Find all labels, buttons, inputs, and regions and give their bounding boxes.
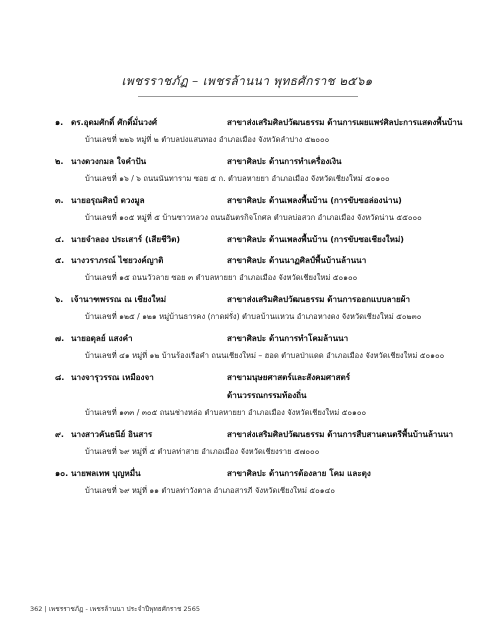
- honoree-name: นางวราภรณ์ ไชยวงค์ญาติ: [71, 255, 164, 265]
- page-number: 362: [30, 605, 43, 613]
- honoree-address: บ้านเลขที่ ๑๐๕ หมู่ที่ ๕ บ้านซาวหลวง ถนนอันตรกิจโกศล ตำบลบ่อสวก อำเภอเมือง จังหวัดน่าน ๕๕๐๐๐: [85, 213, 422, 222]
- honoree-name: นายจำลอง ประเสาร์ (เสียชีวิต): [71, 234, 181, 244]
- honoree-name: นายอดุลย์ แสงคำ: [71, 333, 133, 343]
- entry-number: ๑๐.: [55, 468, 69, 478]
- honoree-address: บ้านเลขที่ ๑๒๕ / ๑๒๑ หมู่บ้านธารคง (กาดฝรั่ง) ตำบลบ้านแหวน อำเภอหางดง จังหวัดเชียงใหม่ ๕๐๒๓๐: [85, 312, 422, 321]
- award-category-continued: ด้านวรรณกรรมท้องถิ่น: [227, 390, 307, 400]
- honoree-address: บ้านเลขที่ ๑๖ / ๖ ถนนนันทาราม ซอย ๕ ก. ตำบลหายยา อำเภอเมือง จังหวัดเชียงใหม่ ๕๐๑๐๐: [85, 174, 390, 183]
- honoree-heading: [55, 290, 475, 308]
- honoree-entry: [55, 152, 475, 188]
- honoree-heading: [55, 329, 475, 347]
- award-category: สาขาส่งเสริมศิลปวัฒนธรรม ด้านการออกแบบลายผ้า: [227, 294, 411, 304]
- honoree-address: บ้านเลขที่ ๖๙ หมู่ที่ ๑๑ ตำบลท่าวังตาล อำเภอสารภี จังหวัดเชียงใหม่ ๕๐๑๔๐: [85, 486, 335, 495]
- entry-number: ๔.: [55, 234, 65, 244]
- honoree-heading: [55, 113, 475, 131]
- honoree-list: [55, 113, 475, 503]
- footer-separator: |: [44, 605, 47, 613]
- honoree-heading: [55, 368, 475, 386]
- page-footer: [30, 604, 200, 614]
- honoree-entry: [55, 113, 475, 149]
- honoree-name: เจ้านาฑพรรณ ณ เชียงใหม่: [71, 294, 167, 304]
- honoree-heading: [55, 464, 475, 482]
- honoree-entry: [55, 329, 475, 365]
- honoree-address: บ้านเลขที่ ๖๙ หมู่ที่ ๕ ตำบลท่าสาย อำเภอเมือง จังหวัดเชียงราย ๕๗๐๐๐: [85, 447, 320, 456]
- honoree-entry: [55, 368, 475, 422]
- award-category: สาขาศิลปะ ด้านเพลงพื้นบ้าน (การขับซอล่องน่าน): [227, 195, 402, 205]
- honoree-address: บ้านเลขที่ ๔๑ หมู่ที่ ๑๒ บ้านร้องเรือคำ ถนนเชียงใหม่ – ฮอด ตำบลป่าแดด อำเภอเมือง จังหวัดเชียงใหม่ ๕๐๑๐๐: [85, 351, 445, 360]
- honoree-address: บ้านเลขที่ ๑๓๓ / ๓๐๕ ถนนช่างหล่อ ตำบลหายยา อำเภอเมือง จังหวัดเชียงใหม่ ๕๐๑๐๐: [85, 408, 367, 417]
- honoree-entry: [55, 230, 475, 248]
- honoree-address: บ้านเลขที่ ๒๒๖ หมู่ที่ ๒ ตำบลปงแสนทอง อำเภอเมือง จังหวัดลำปาง ๕๒๐๐๐: [85, 135, 330, 144]
- entry-number: ๕.: [55, 255, 65, 265]
- honoree-heading: [55, 251, 475, 269]
- honoree-name: นายอรุณศิลป์ ดวงมูล: [71, 195, 145, 205]
- award-category: สาขามนุษยศาสตร์และสังคมศาสตร์: [227, 372, 351, 382]
- honoree-entry: [55, 290, 475, 326]
- award-category: สาขาศิลปะ ด้านเพลงพื้นบ้าน (การขับซอเชียงใหม่): [227, 234, 405, 244]
- award-category: สาขาศิลปะ ด้านการทำเครื่องเงิน: [227, 156, 342, 166]
- honoree-entry: [55, 191, 475, 227]
- footer-text: เพชรราชภัฏ - เพชรล้านนา ประจำปีพุทธศักราช 2565: [48, 605, 200, 613]
- award-category: สาขาศิลปะ ด้านการทำโคมล้านนา: [227, 333, 349, 343]
- honoree-heading: [55, 425, 475, 443]
- honoree-heading: [55, 152, 475, 170]
- honoree-name: นางดวงกมล ใจคำปัน: [71, 156, 147, 166]
- honoree-heading: [55, 230, 475, 248]
- page-title: เพชรราชภัฏ – เพชรล้านนา พุทธศักราช ๒๕๖๑: [121, 74, 373, 88]
- entry-number: ๘.: [55, 372, 65, 382]
- honoree-name: ดร.อุดมศักดิ์ ศักดิ์มั่นวงศ์: [71, 117, 158, 127]
- honoree-entry: [55, 425, 475, 461]
- award-category: สาขาส่งเสริมศิลปวัฒนธรรม ด้านการสืบสานดนตรีพื้นบ้านล้านนา: [227, 429, 454, 439]
- entry-number: ๑.: [55, 117, 64, 127]
- entry-number: ๖.: [55, 294, 64, 304]
- honoree-name: นางสาวคันธนีย์ อินสาร: [71, 429, 153, 439]
- entry-number: ๙.: [55, 429, 65, 439]
- entry-number: ๗.: [55, 333, 65, 343]
- honoree-entry: [55, 251, 475, 287]
- award-category: สาขาส่งเสริมศิลปวัฒนธรรม ด้านการเผยแพร่ศิลปะการแสดงพื้นบ้าน: [227, 117, 463, 127]
- honoree-name: นายพลเทพ บุญหมื่น: [71, 468, 141, 478]
- honoree-address: บ้านเลขที่ ๑๕ ถนนวัวลาย ซอย ๓ ตำบลหายยา อำเภอเมือง จังหวัดเชียงใหม่ ๕๐๑๐๐: [85, 273, 358, 282]
- entry-number: ๓.: [55, 195, 64, 205]
- entry-number: ๒.: [55, 156, 64, 166]
- honoree-entry: [55, 464, 475, 500]
- award-category: สาขาศิลปะ ด้านการต้องลาย โคม และตุง: [227, 468, 371, 478]
- honoree-heading: [55, 191, 475, 209]
- award-category: สาขาศิลปะ ด้านนาฏศิลป์พื้นบ้านล้านนา: [227, 255, 367, 265]
- honoree-name: นางจารุวรรณ เหมืองจา: [71, 372, 154, 382]
- title-divider: [138, 96, 358, 97]
